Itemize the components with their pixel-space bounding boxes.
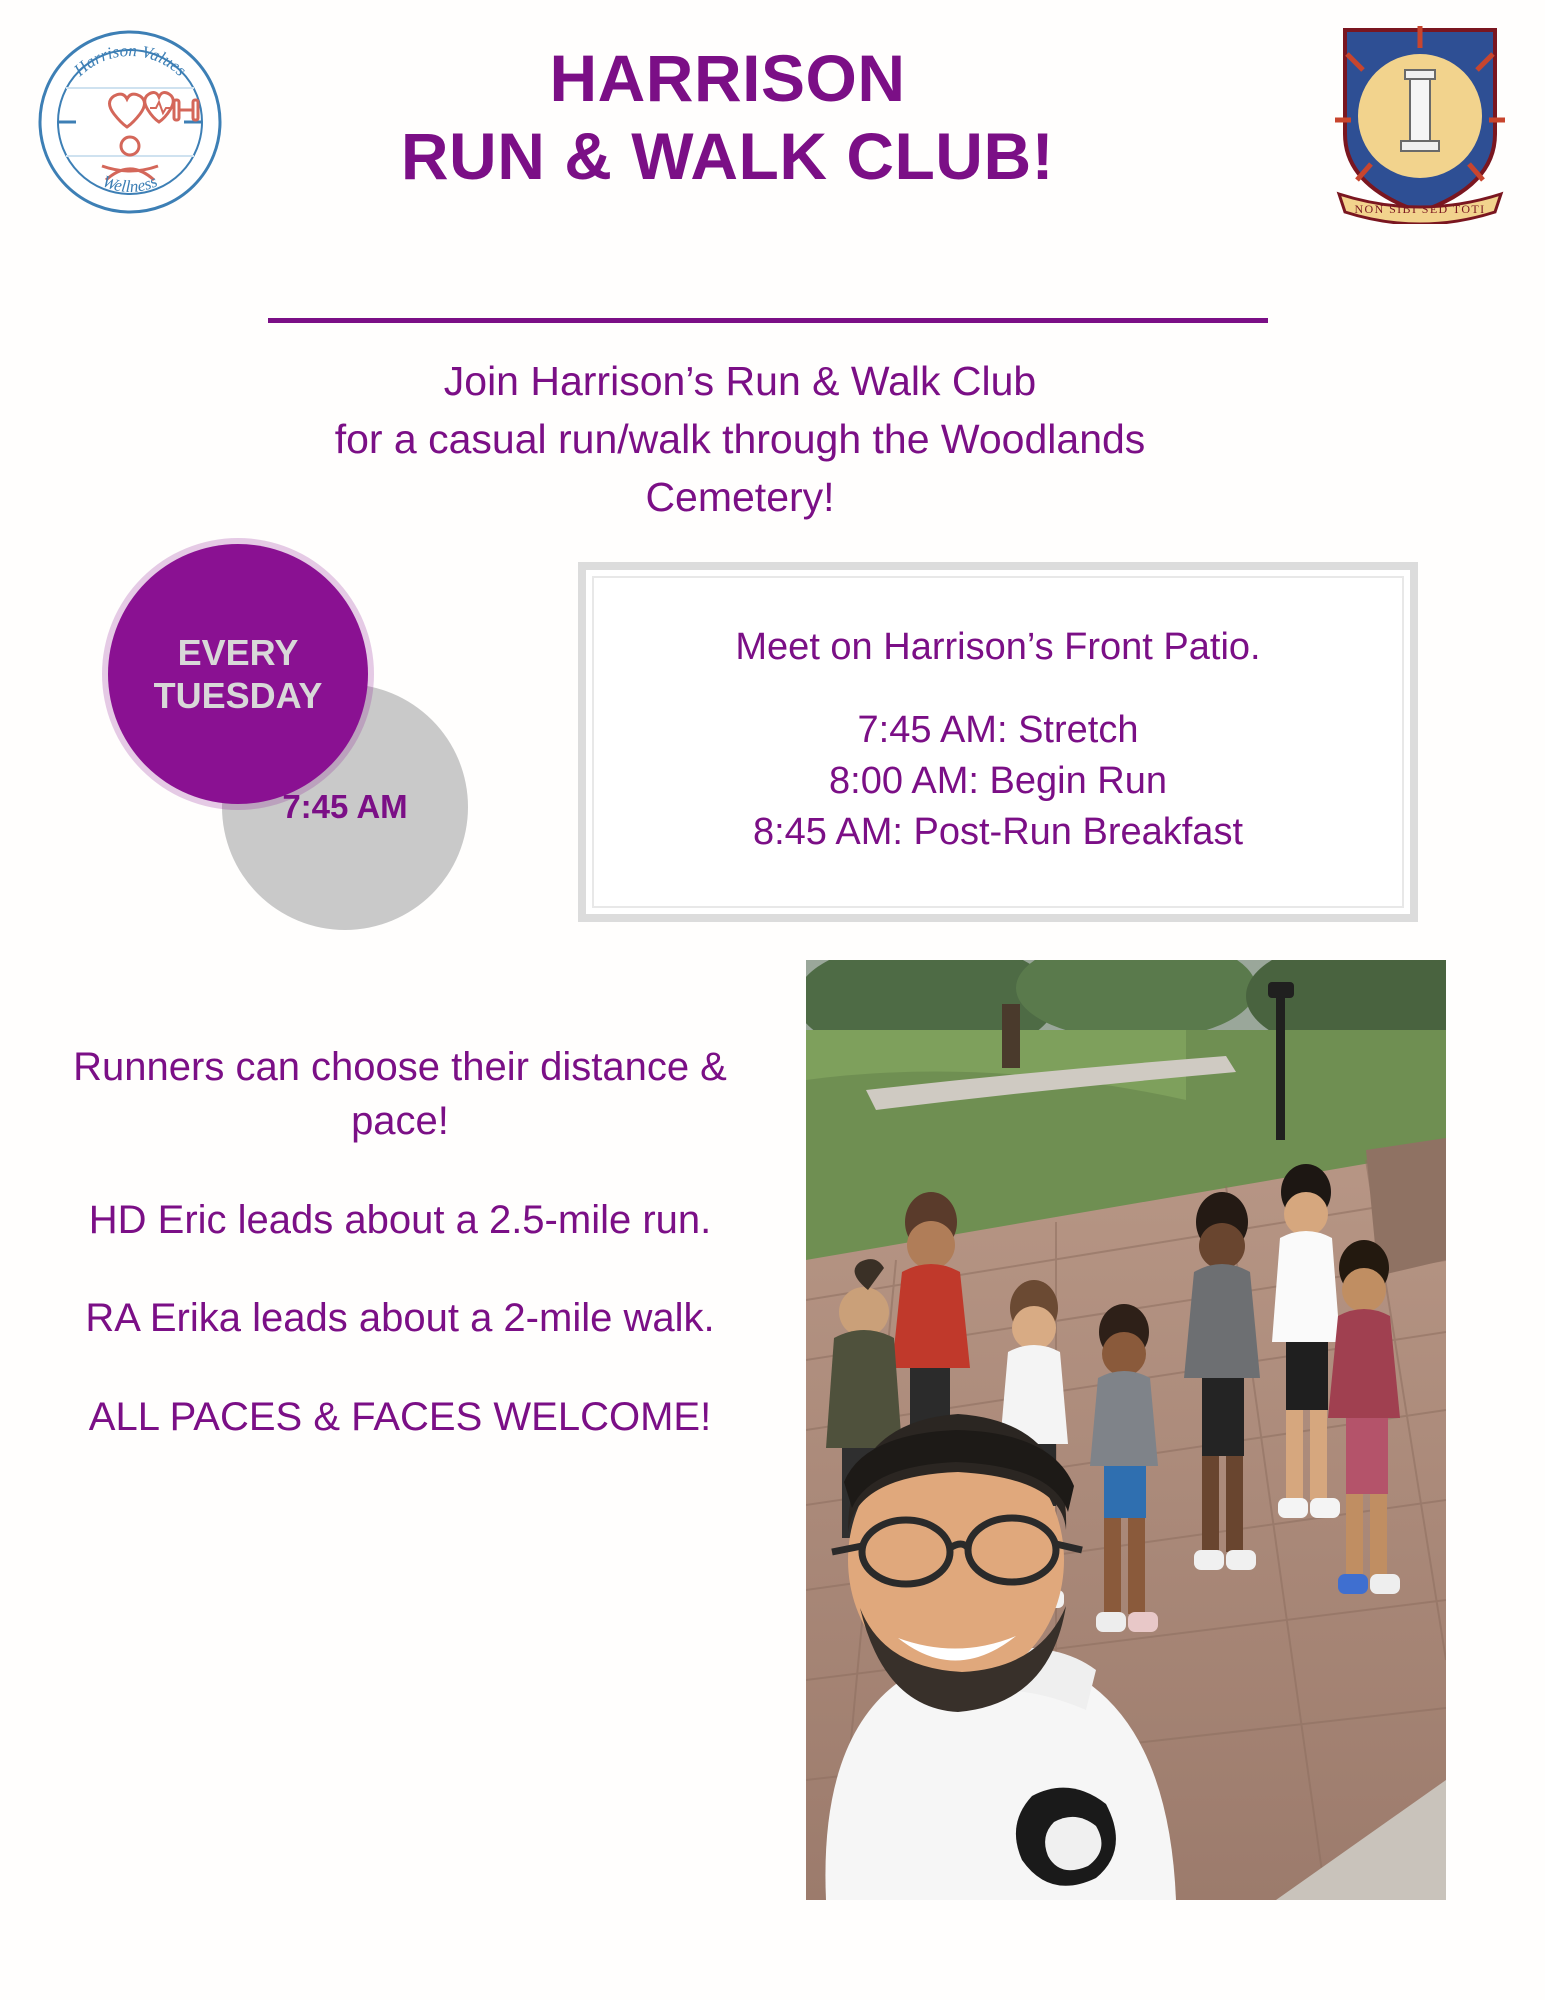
frequency-line-2: TUESDAY [153,675,323,716]
intro-line-1: Join Harrison’s Run & Walk Club [443,358,1037,404]
schedule-item-begin-run: 8:00 AM: Begin Run [829,760,1167,803]
title-divider [268,318,1268,323]
page-title [210,40,1245,196]
time-badge-label: 7:45 AM [282,788,408,825]
details-paragraph-1: Runners can choose their distance & pace! [73,1045,727,1144]
meeting-details-box [578,562,1418,922]
title-line-2: RUN & WALK CLUB! [400,118,1055,193]
intro-text [150,352,1330,527]
intro-line-3: Cemetery! [645,474,835,521]
meeting-location: Meet on Harrison’s Front Patio. [735,626,1261,669]
university-crest-icon [1335,24,1505,224]
harrison-values-wellness-logo [36,28,224,216]
schedule-item-stretch: 7:45 AM: Stretch [857,709,1139,752]
group-photo [806,960,1446,1900]
svg-text:Wellness: Wellness [100,171,161,197]
intro-line-2: for a casual run/walk through the Woodlands [334,416,1146,463]
details-paragraph-3: RA Erika leads about a 2-mile walk. [85,1296,715,1341]
title-line-1: HARRISON [549,41,906,115]
frequency-badge [108,544,368,804]
svg-text:Harrison Values: Harrison Values [70,40,191,80]
schedule-item-breakfast: 8:45 AM: Post-Run Breakfast [752,810,1243,853]
frequency-line-1: EVERY [177,631,299,673]
details-paragraph-2: HD Eric leads about a 2.5-mile run. [88,1197,712,1242]
svg-text:NON SIBI SED TOTI: NON SIBI SED TOTI [1354,202,1486,216]
details-text [40,1040,760,1444]
details-paragraph-4: ALL PACES & FACES WELCOME! [88,1394,712,1439]
